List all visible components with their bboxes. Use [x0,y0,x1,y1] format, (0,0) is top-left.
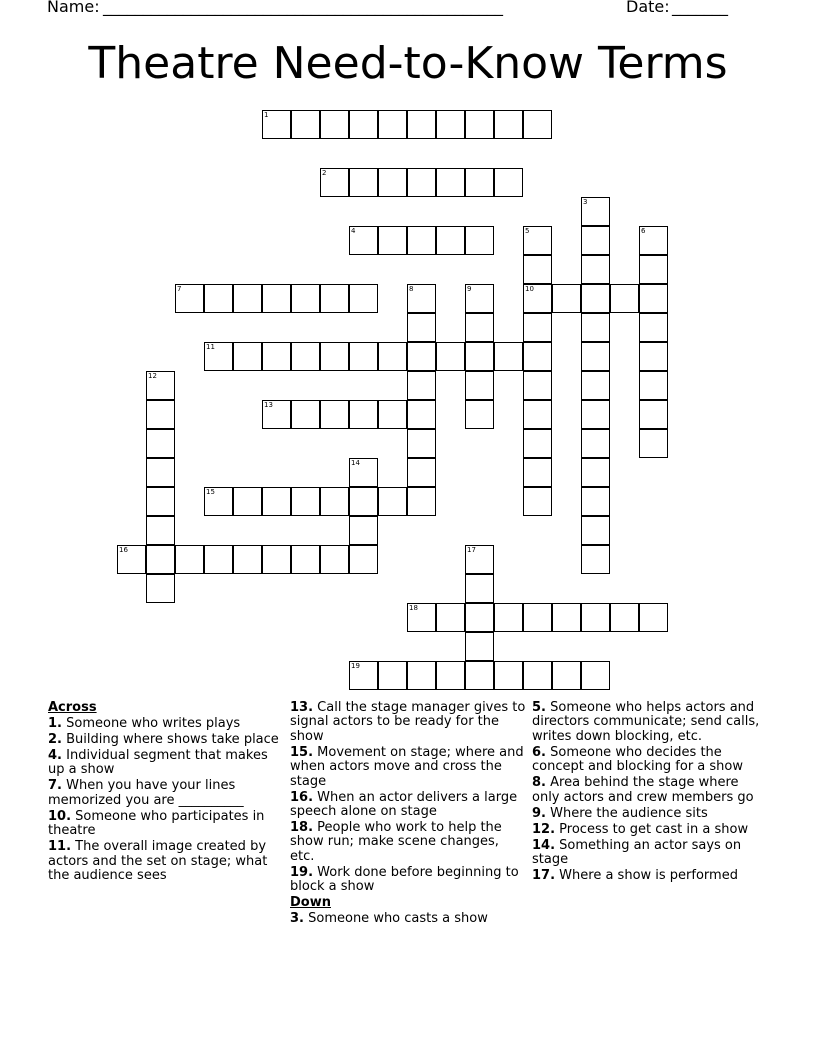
clue-num: 7. [48,778,62,794]
grid-cell[interactable] [523,429,552,458]
grid-cell[interactable] [639,284,668,313]
grid-cell[interactable] [262,110,291,139]
grid-cell[interactable] [552,661,581,690]
grid-cell[interactable] [262,545,291,574]
clue-number: 18 [409,604,418,612]
grid-cell[interactable] [204,487,233,516]
grid-cell[interactable] [349,342,378,371]
clue-num: 18. [290,820,314,836]
clue-num: 2. [48,732,62,747]
grid-cell[interactable] [581,371,610,400]
grid-cell[interactable] [407,661,436,690]
across-clue [48,733,284,747]
grid-cell[interactable] [436,661,465,690]
grid-cell[interactable] [436,603,465,632]
grid-cell[interactable] [581,313,610,342]
grid-cell[interactable] [465,168,494,197]
clue-num: 16. [290,789,314,805]
grid-cell[interactable] [146,545,175,574]
grid-cell[interactable] [494,342,523,371]
grid-cell[interactable] [349,516,378,545]
grid-cell[interactable] [523,110,552,139]
grid-cell[interactable] [436,226,465,255]
grid-cell[interactable] [581,429,610,458]
grid-cell[interactable] [291,284,320,313]
grid-cell[interactable] [639,400,668,429]
grid-cell[interactable] [523,284,552,313]
down-clue [532,776,768,805]
clues-column-3 [532,701,768,885]
page-title: Theatre Need-to-Know Terms [88,38,728,89]
clue-text: Someone who writes plays [66,716,241,731]
clue-num: 9. [532,805,546,821]
grid-cell[interactable] [465,603,494,632]
clue-number: 19 [351,662,360,670]
down-clue [532,869,768,883]
grid-cell[interactable] [581,545,610,574]
grid-cell[interactable] [465,226,494,255]
clue-number: 4 [351,227,356,235]
grid-cell[interactable] [465,313,494,342]
clue-num: 12. [532,821,556,837]
grid-cell[interactable] [349,226,378,255]
grid-cell[interactable] [146,458,175,487]
grid-cell[interactable] [146,574,175,603]
grid-cell[interactable] [262,284,291,313]
grid-cell[interactable] [523,661,552,690]
grid-cell[interactable] [523,371,552,400]
grid-cell[interactable] [320,110,349,139]
grid-cell[interactable] [349,400,378,429]
clue-number: 14 [351,459,360,467]
clue-text: Something an actor says on stage [532,837,742,868]
grid-cell[interactable] [639,429,668,458]
grid-cell[interactable] [436,168,465,197]
grid-cell[interactable] [465,574,494,603]
clue-number: 3 [583,198,588,206]
clue-text: Area behind the stage where only actors and crew members go [532,775,754,805]
name-label: Name: [47,0,100,16]
clue-text: People who work to help the show run; make scene changes, etc. [290,820,502,864]
clue-text: When you have your lines memorized you are __________ [48,778,244,808]
grid-cell[interactable] [523,487,552,516]
grid-cell[interactable] [494,603,523,632]
grid-cell[interactable] [146,487,175,516]
grid-cell[interactable] [378,661,407,690]
clue-text: Building where shows take place [66,732,279,747]
grid-cell[interactable] [581,487,610,516]
grid-cell[interactable] [581,284,610,313]
grid-cell[interactable] [436,342,465,371]
grid-cell[interactable] [407,371,436,400]
grid-cell[interactable] [581,400,610,429]
grid-cell[interactable] [146,371,175,400]
grid-cell[interactable] [320,400,349,429]
grid-cell[interactable] [233,342,262,371]
clue-text: Movement on stage; where and when actors move and cross the stage [290,744,524,789]
grid-cell[interactable] [349,110,378,139]
grid-cell[interactable] [639,226,668,255]
across-clue [48,779,284,808]
grid-cell[interactable] [407,603,436,632]
grid-cell[interactable] [291,400,320,429]
clue-num: 4. [48,748,62,763]
grid-cell[interactable] [349,458,378,487]
grid-cell[interactable] [494,168,523,197]
grid-cell[interactable] [349,545,378,574]
grid-cell[interactable] [349,168,378,197]
clue-text: Individual segment that makes up a show [48,748,268,778]
grid-cell[interactable] [407,284,436,313]
grid-cell[interactable] [320,487,349,516]
clue-text: When an actor delivers a large speech alone on stage [290,789,518,820]
grid-cell[interactable] [233,284,262,313]
grid-cell[interactable] [639,342,668,371]
clue-text: Where the audience sits [550,805,708,821]
clue-text: The overall image created by actors and the set on stage; what the audience sees [48,839,268,884]
clue-number: 2 [322,169,327,177]
clue-number: 13 [264,401,273,409]
clue-num: 3. [290,911,304,927]
clue-number: 10 [525,285,534,293]
grid-cell[interactable] [581,661,610,690]
down-clue [532,823,768,837]
clue-number: 1 [264,111,269,119]
grid-cell[interactable] [320,342,349,371]
grid-cell[interactable] [407,313,436,342]
clue-text: Call the stage manager gives to signal actors to be ready for the show [290,700,526,744]
clue-text: Someone who participates in theatre [48,808,265,839]
clue-num: 1. [48,716,62,731]
down-clue [532,701,768,744]
clue-number: 7 [177,285,182,293]
clue-number: 17 [467,546,476,554]
grid-cell[interactable] [349,284,378,313]
across-clue [290,866,526,895]
grid-cell[interactable] [639,371,668,400]
clue-number: 12 [148,372,157,380]
across-clue [48,717,284,731]
grid-cell[interactable] [407,429,436,458]
grid-cell[interactable] [523,603,552,632]
grid-cell[interactable] [494,110,523,139]
down-clue [532,839,768,868]
grid-cell[interactable] [378,110,407,139]
grid-cell[interactable] [465,545,494,574]
down-heading: Down [290,895,331,911]
grid-cell[interactable] [291,545,320,574]
down-clue [532,807,768,821]
grid-cell[interactable] [291,342,320,371]
clue-text: Process to get cast in a show [559,821,749,837]
grid-cell[interactable] [465,632,494,661]
grid-cell[interactable] [523,226,552,255]
across-clue [48,810,284,839]
clue-number: 9 [467,285,472,293]
grid-cell[interactable] [175,284,204,313]
grid-cell[interactable] [523,400,552,429]
grid-cell[interactable] [465,661,494,690]
grid-cell[interactable] [233,545,262,574]
clue-num: 10. [48,808,72,824]
grid-cell[interactable] [378,400,407,429]
grid-cell[interactable] [581,255,610,284]
clue-num: 11. [48,839,72,855]
clue-text: Work done before beginning to block a show [290,864,519,895]
name-line[interactable]: __________________________________________________ [103,0,503,16]
grid-cell[interactable] [552,603,581,632]
grid-cell[interactable] [146,400,175,429]
clue-num: 6. [532,744,546,760]
grid-cell[interactable] [407,226,436,255]
grid-cell[interactable] [320,168,349,197]
grid-cell[interactable] [494,661,523,690]
grid-cell[interactable] [465,284,494,313]
grid-cell[interactable] [320,284,349,313]
grid-cell[interactable] [291,110,320,139]
grid-cell[interactable] [407,458,436,487]
grid-cell[interactable] [465,110,494,139]
clue-num: 17. [532,868,556,884]
down-clue [532,746,768,775]
grid-cell[interactable] [378,487,407,516]
grid-cell[interactable] [465,400,494,429]
clue-text: Where a show is performed [559,868,738,884]
down-clue [290,912,526,926]
grid-cell[interactable] [581,603,610,632]
grid-cell[interactable] [175,545,204,574]
clue-num: 14. [532,837,556,853]
grid-cell[interactable] [581,226,610,255]
clue-number: 8 [409,285,414,293]
grid-cell[interactable] [204,284,233,313]
grid-cell[interactable] [639,313,668,342]
grid-cell[interactable] [639,603,668,632]
clue-number: 11 [206,343,215,351]
grid-cell[interactable] [262,342,291,371]
grid-cell[interactable] [233,487,262,516]
grid-cell[interactable] [407,168,436,197]
clue-num: 5. [532,700,546,715]
grid-cell[interactable] [610,603,639,632]
grid-cell[interactable] [291,487,320,516]
grid-cell[interactable] [581,197,610,226]
across-clue [290,701,526,744]
grid-cell[interactable] [204,342,233,371]
date-line[interactable]: _______ [672,0,728,16]
across-heading: Across [48,700,97,715]
grid-cell[interactable] [407,400,436,429]
clue-num: 19. [290,864,314,880]
clue-number: 15 [206,488,215,496]
across-clue [48,749,284,778]
grid-cell[interactable] [581,516,610,545]
clue-text: Someone who decides the concept and blocking for a show [532,744,743,775]
grid-cell[interactable] [465,371,494,400]
across-clue [290,821,526,864]
grid-cell[interactable] [349,661,378,690]
grid-cell[interactable] [117,545,146,574]
clue-text: Someone who helps actors and directors communicate; send calls, writes down blocking, etc. [532,700,760,744]
grid-cell[interactable] [639,255,668,284]
grid-cell[interactable] [465,342,494,371]
grid-cell[interactable] [262,400,291,429]
clue-num: 15. [290,744,314,760]
grid-cell[interactable] [146,516,175,545]
clue-text: Someone who casts a show [308,911,488,927]
grid-cell[interactable] [378,226,407,255]
clue-num: 8. [532,775,546,791]
grid-cell[interactable] [407,342,436,371]
grid-cell[interactable] [523,255,552,284]
across-clue [290,791,526,820]
grid-cell[interactable] [552,284,581,313]
grid-cell[interactable] [262,487,291,516]
grid-cell[interactable] [523,342,552,371]
grid-cell[interactable] [610,284,639,313]
grid-cell[interactable] [204,545,233,574]
grid-cell[interactable] [581,458,610,487]
clue-num: 13. [290,700,314,715]
grid-cell[interactable] [378,342,407,371]
grid-cell[interactable] [378,168,407,197]
across-clue [48,840,284,883]
clue-number: 6 [641,227,646,235]
date-label: Date: [626,0,670,16]
grid-cell[interactable] [349,487,378,516]
grid-cell[interactable] [407,487,436,516]
grid-cell[interactable] [146,429,175,458]
grid-cell[interactable] [523,458,552,487]
across-clue [290,746,526,789]
clues-column-1 [48,701,284,885]
grid-cell[interactable] [407,110,436,139]
clues-column-2 [290,701,526,928]
grid-cell[interactable] [523,313,552,342]
grid-cell[interactable] [320,545,349,574]
clue-number: 5 [525,227,530,235]
clue-number: 16 [119,546,128,554]
grid-cell[interactable] [581,342,610,371]
grid-cell[interactable] [436,110,465,139]
